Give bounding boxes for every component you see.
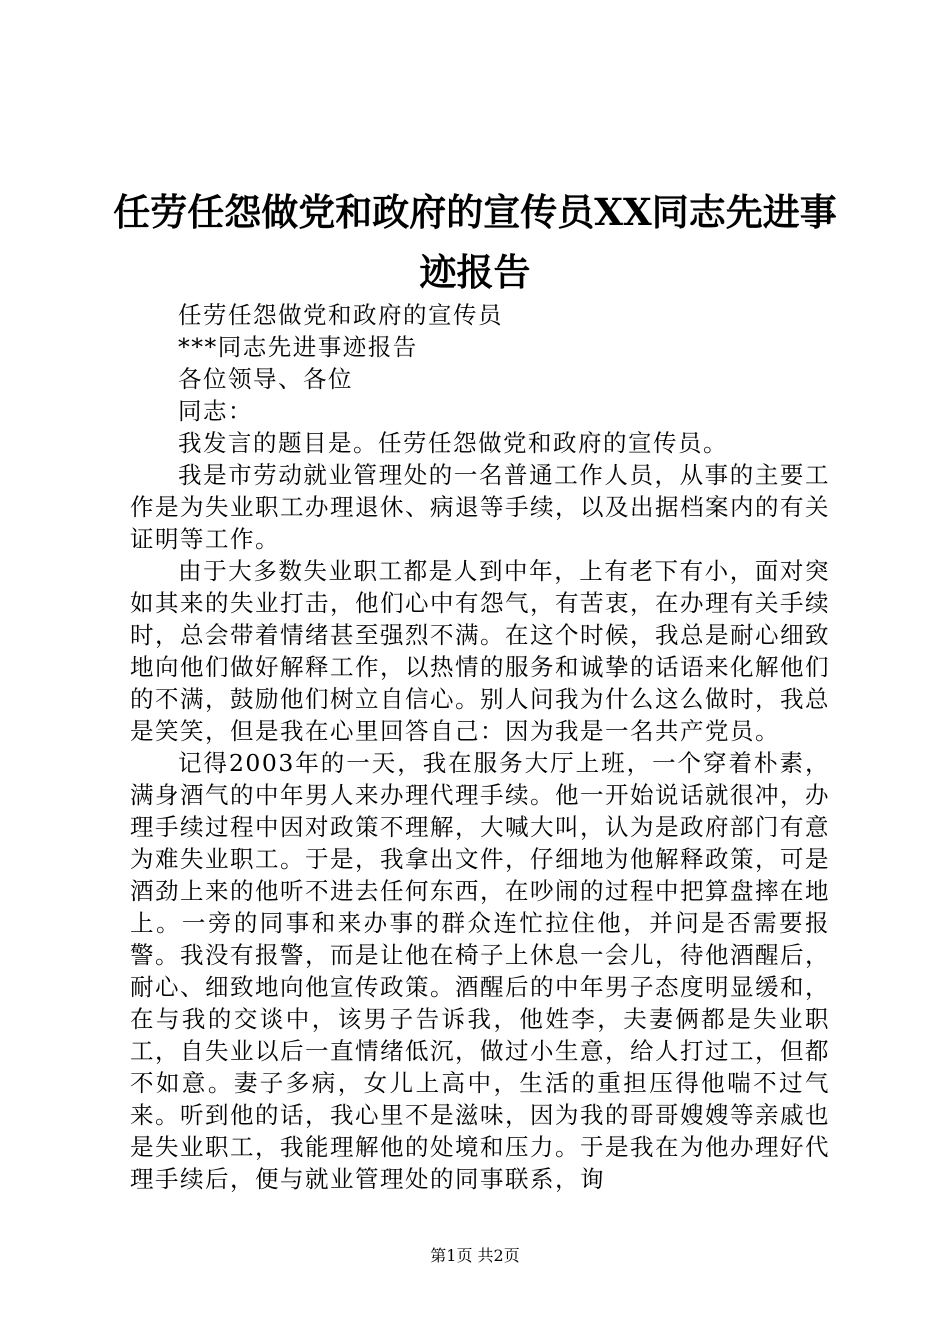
paragraph-subtitle-2: ***同志先进事迹报告: [178, 333, 418, 361]
paragraph-subtitle-1: 任劳任怨做党和政府的宣传员: [178, 301, 503, 329]
document-title: 任劳任怨做党和政府的宣传员XX同志先进事迹报告: [113, 190, 837, 294]
paragraph-salutation-2: 同志：: [178, 397, 253, 425]
paragraph-service: 由于大多数失业职工都是人到中年，上有老下有小，面对突如其来的失业打击，他们心中有怨气，有苦衷，在办理有关手续时，总会带着情绪甚至强烈不满。在这个时候，我总是耐心细致地向他们做好解释工作，以热情的服务和诚挚的话语来化解他们的不满，鼓励他们树立自信心。别人问我为什么这么做时，我总是笑笑，但是我在心里回答自己：因为我是一名共产党员。: [130, 557, 830, 745]
document-body: [130, 299, 830, 1195]
paragraph-topic: 我发言的题目是。任劳任怨做党和政府的宣传员。: [178, 429, 728, 457]
paragraph-story: 记得2003年的一天，我在服务大厅上班，一个穿着朴素，满身酒气的中年男人来办理代理手续。他一开始说话就很冲，办理手续过程中因对政策不理解，大喊大叫，认为是政府部门有意为难失业职工。于是，我拿出文件，仔细地为他解释政策，可是酒劲上来的他听不进去任何东西，在吵闹的过程中把算盘摔在地上。一旁的同事和来办事的群众连忙拉住他，并问是否需要报警。我没有报警，而是让他在椅子上休息一会儿，待他酒醒后，耐心、细致地向他宣传政策。酒醒后的中年男子态度明显缓和，在与我的交谈中，该男子告诉我，他姓李，夫妻俩都是失业职工，自失业以后一直情绪低沉，做过小生意，给人打过工，但都不如意。妻子多病，女儿上高中，生活的重担压得他喘不过气来。听到他的话，我心里不是滋味，因为我的哥哥嫂嫂等亲戚也是失业职工，我能理解他的处境和压力。于是我在为他办理好代理手续后，便与就业管理处的同事联系，询: [130, 749, 830, 1193]
paragraph-intro: 我是市劳动就业管理处的一名普通工作人员，从事的主要工作是为失业职工办理退休、病退等手续，以及出据档案内的有关证明等工作。: [130, 461, 830, 553]
paragraph-salutation-1: 各位领导、各位: [178, 365, 353, 393]
page-footer: 第1页 共2页: [430, 1246, 520, 1265]
